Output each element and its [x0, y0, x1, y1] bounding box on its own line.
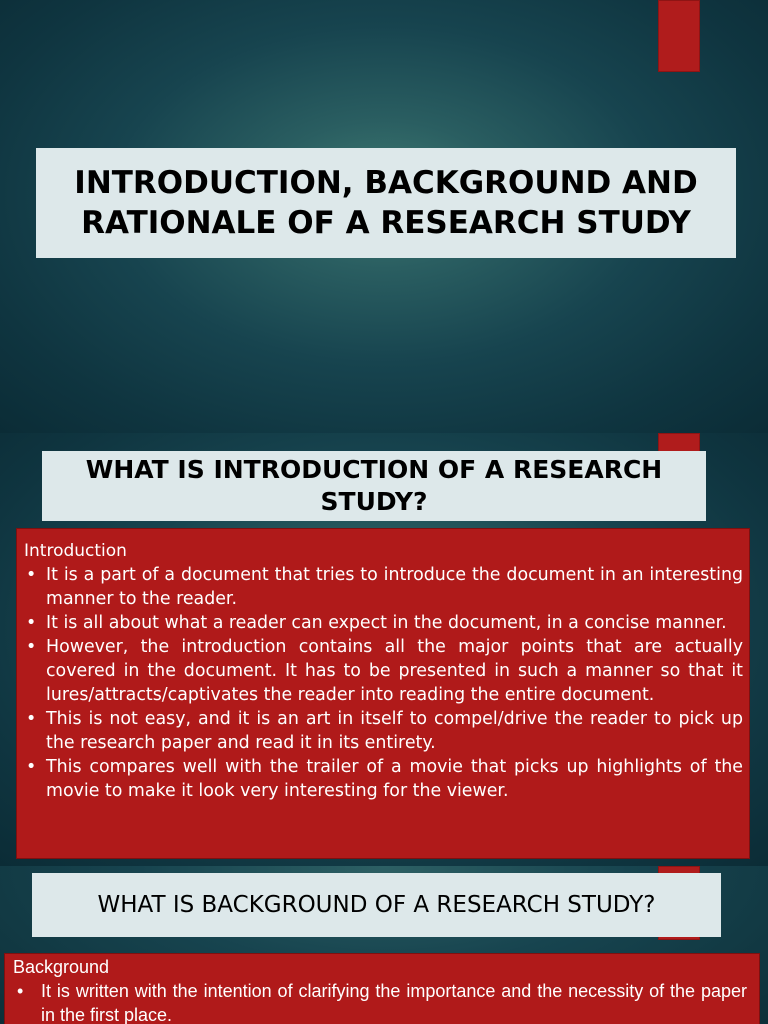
bullet-list — [24, 563, 743, 803]
list-item-text: It is written with the intention of clarifying the importance and the necessity of the paper in the first place. — [41, 981, 747, 1024]
list-item — [24, 707, 743, 755]
box-heading: Background — [13, 957, 110, 977]
slide-heading: WHAT IS BACKGROUND OF A RESEARCH STUDY? — [97, 892, 656, 918]
list-item — [24, 563, 743, 611]
box-heading: Introduction — [24, 541, 127, 561]
list-item-text: However, the introduction contains all the major points that are actually covered in the document. It has to be presented in such a manner so that it lures/attracts/captivates the reader into reading the entire document. — [46, 637, 743, 705]
content-box — [16, 528, 750, 859]
bullet-icon: • — [26, 709, 37, 729]
slide-title — [0, 0, 768, 433]
bullet-icon: • — [26, 757, 37, 777]
list-item — [13, 979, 747, 1024]
bullet-icon: • — [26, 565, 37, 585]
bullet-list — [13, 979, 747, 1024]
bullet-icon: • — [17, 981, 24, 1001]
bullet-icon: • — [26, 637, 37, 657]
slide-introduction — [0, 433, 768, 866]
list-item-text: It is a part of a document that tries to introduce the document in an interesting manner to the reader. — [46, 565, 743, 609]
list-item — [24, 611, 743, 635]
title-box — [36, 148, 736, 258]
slide-title-text: INTRODUCTION, BACKGROUND AND RATIONALE OF A RESEARCH STUDY — [74, 165, 698, 241]
list-item — [24, 635, 743, 707]
slide-heading: WHAT IS INTRODUCTION OF A RESEARCH STUDY? — [85, 455, 663, 516]
title-box — [42, 451, 706, 521]
slide-background — [0, 866, 768, 1024]
title-box — [32, 873, 721, 937]
list-item-text: It is all about what a reader can expect in the document, in a concise manner. — [46, 613, 727, 633]
list-item-text: This compares well with the trailer of a movie that picks up highlights of the movie to make it look very interesting for the viewer. — [46, 757, 743, 801]
content-box — [4, 953, 760, 1024]
bullet-icon: • — [26, 613, 37, 633]
list-item — [24, 755, 743, 803]
accent-tab — [658, 0, 700, 72]
list-item-text: This is not easy, and it is an art in itself to compel/drive the reader to pick up the research paper and read it in its entirety. — [46, 709, 743, 753]
